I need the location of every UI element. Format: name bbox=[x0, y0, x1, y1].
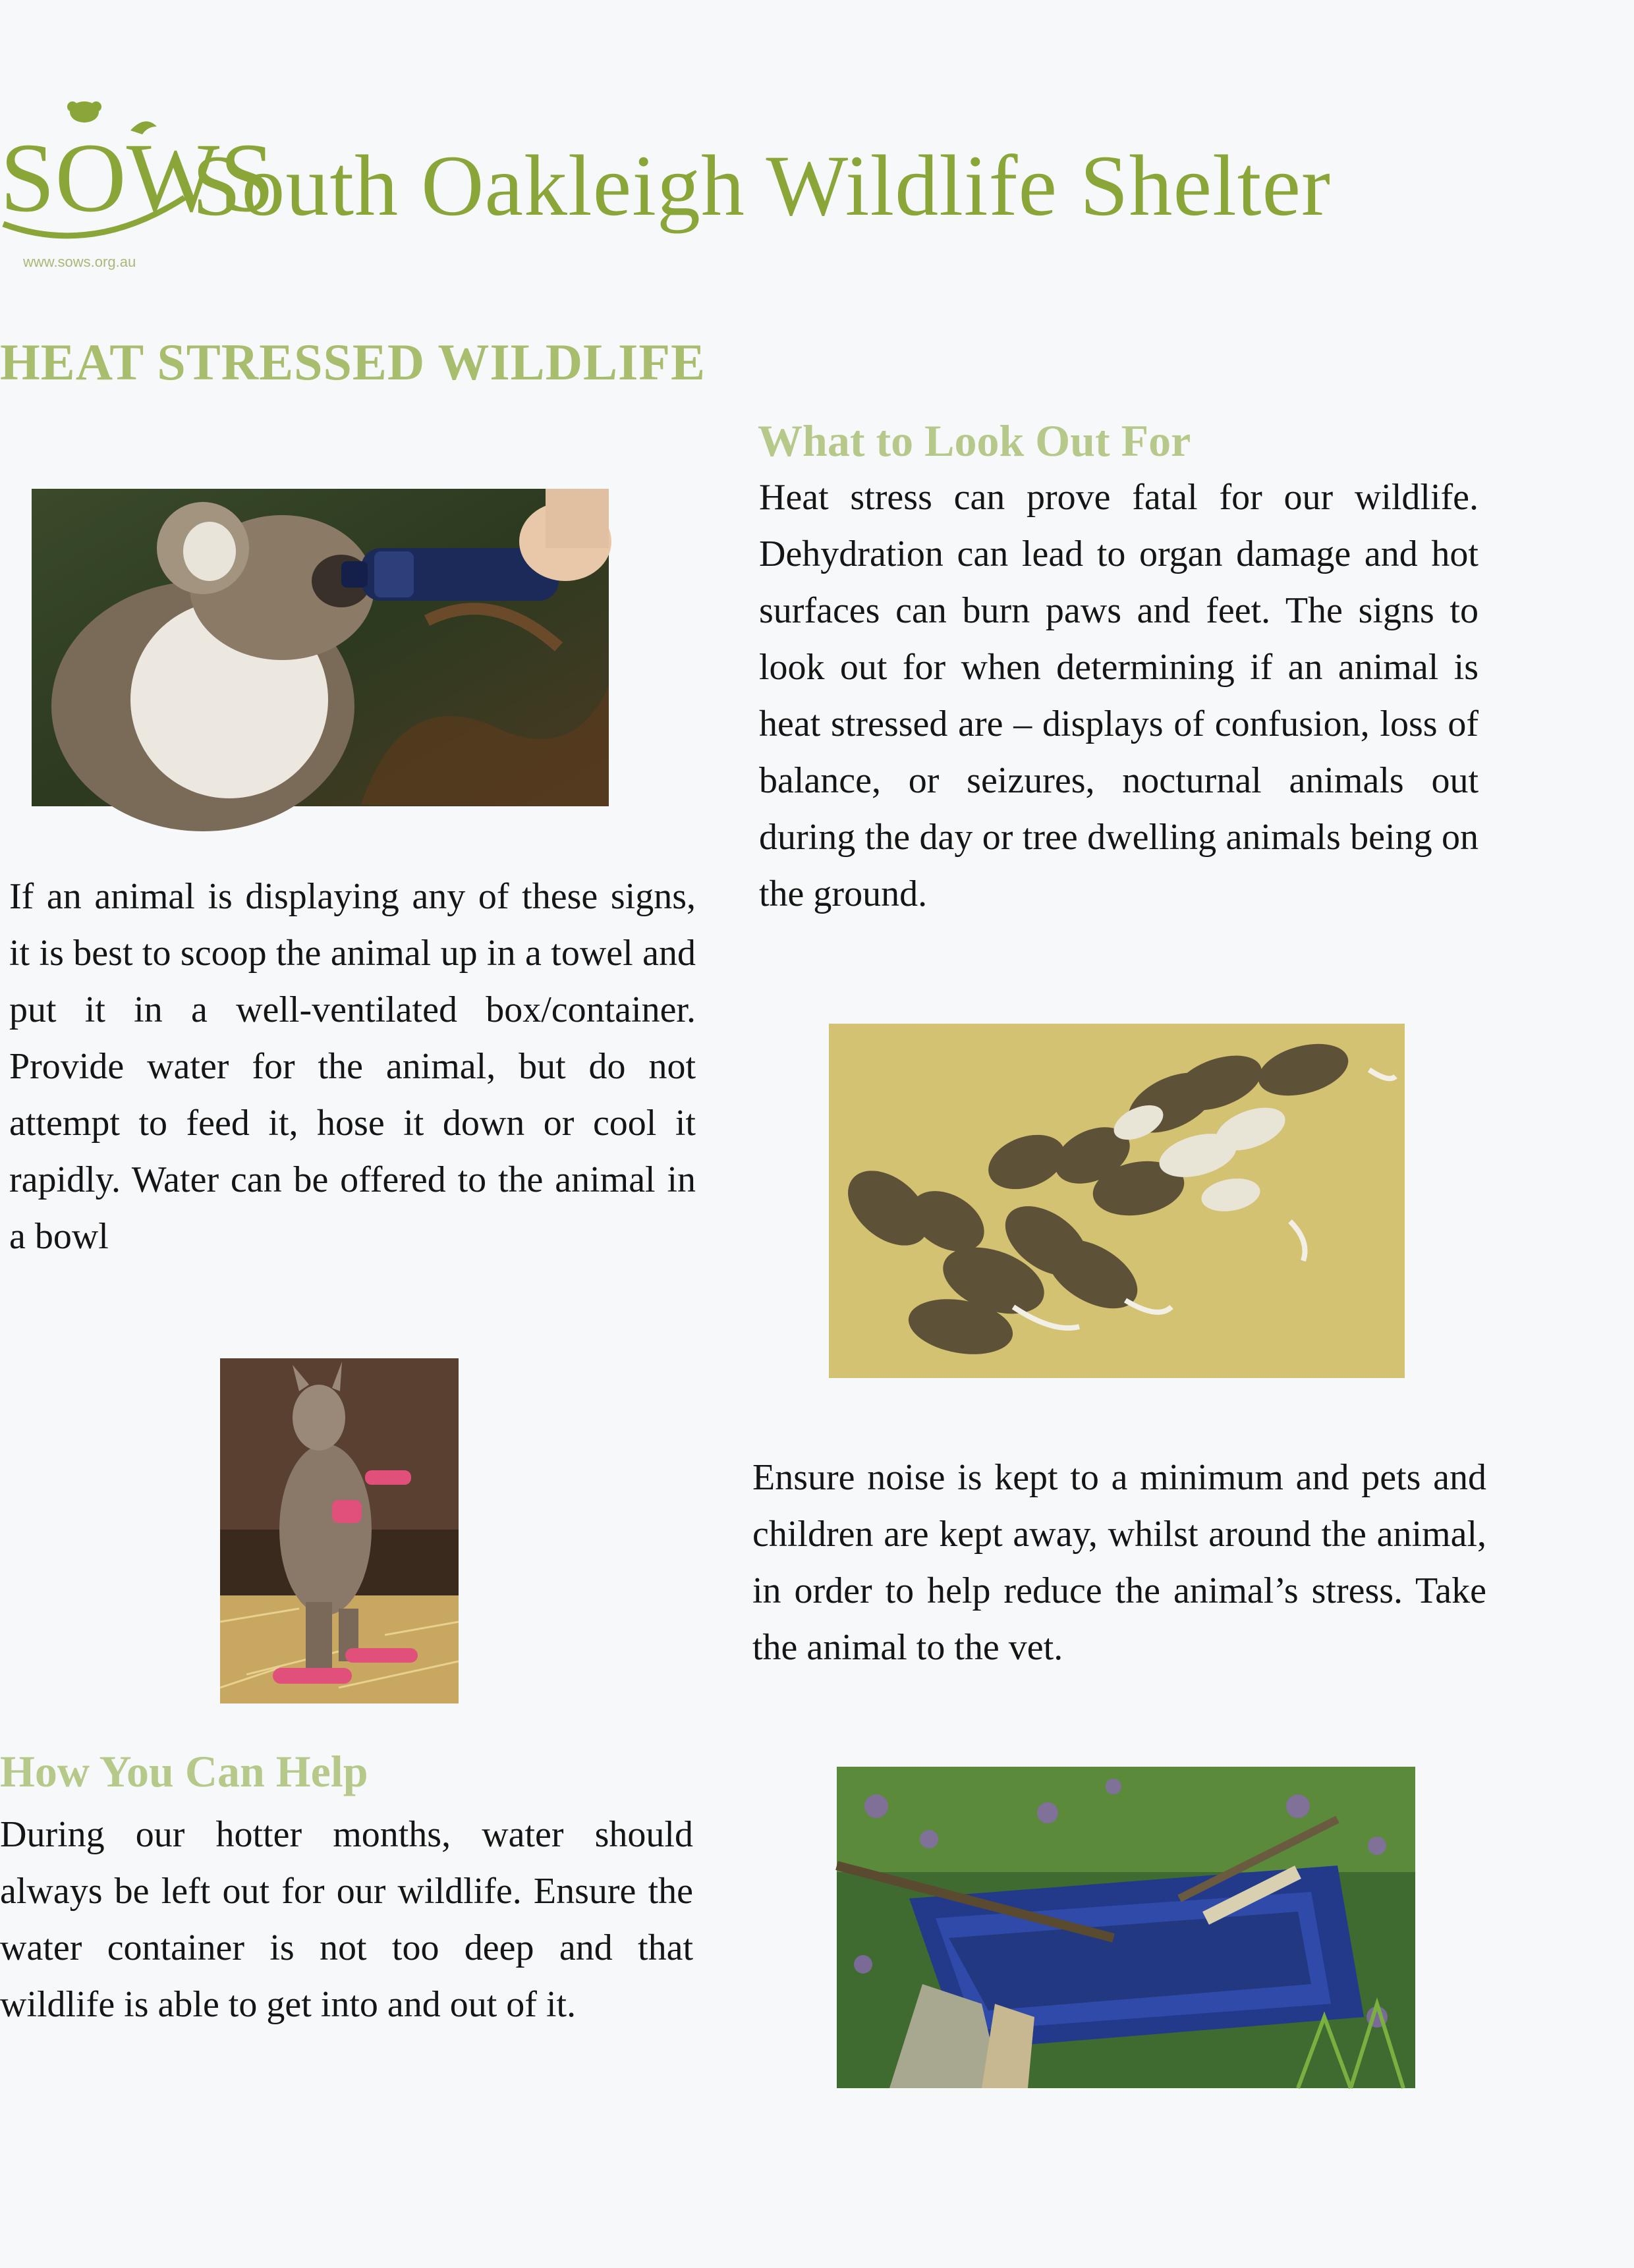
org-name: South Oakleigh Wildlife Shelter bbox=[192, 137, 1331, 234]
page-title: HEAT STRESSED WILDLIFE bbox=[0, 333, 706, 391]
section-heading-look-out: What to Look Out For bbox=[758, 416, 1191, 466]
help-paragraph: During our hotter months, water should always be left out for our wildlife. Ensure the water container is not too deep and that wildlife is able to get into and out of it. bbox=[0, 1814, 693, 2025]
org-url[interactable]: www.sows.org.au bbox=[23, 254, 136, 270]
svg-text:SOWS: SOWS bbox=[0, 123, 275, 233]
scoop-animal-paragraph: If an animal is displaying any of these signs, it is best to scoop the animal up in a towel and put it in a well-ventilated box/container. Provide water for the animal, but do not attempt to feed it, hose it down or cool it rapidly. Water can be offered to the animal in a bowl bbox=[9, 876, 696, 1257]
reduce-stress-paragraph: Ensure noise is kept to a minimum and pets and children are kept away, whilst around the animal, in order to help reduce the animal’s stress. Take the animal to the vet. bbox=[752, 1457, 1486, 1668]
heat-stressed-possums-photo bbox=[829, 1024, 1405, 1378]
section-heading-help: How You Can Help bbox=[0, 1746, 368, 1796]
look-out-paragraph: Heat stress can prove fatal for our wildlife. Dehydration can lead to organ damage and hot surfaces can burn paws and feet. The signs to look out for when determining if an animal is heat stressed are – displays of confusion, loss of balance, or seizures, nocturnal animals out during the day or tree dwelling animals being on the ground. bbox=[759, 477, 1479, 914]
water-tub-photo bbox=[837, 1767, 1415, 2088]
koala-drinking-photo bbox=[32, 489, 609, 806]
sows-logo bbox=[0, 99, 275, 244]
bandaged-wallaby-photo bbox=[220, 1358, 459, 1703]
